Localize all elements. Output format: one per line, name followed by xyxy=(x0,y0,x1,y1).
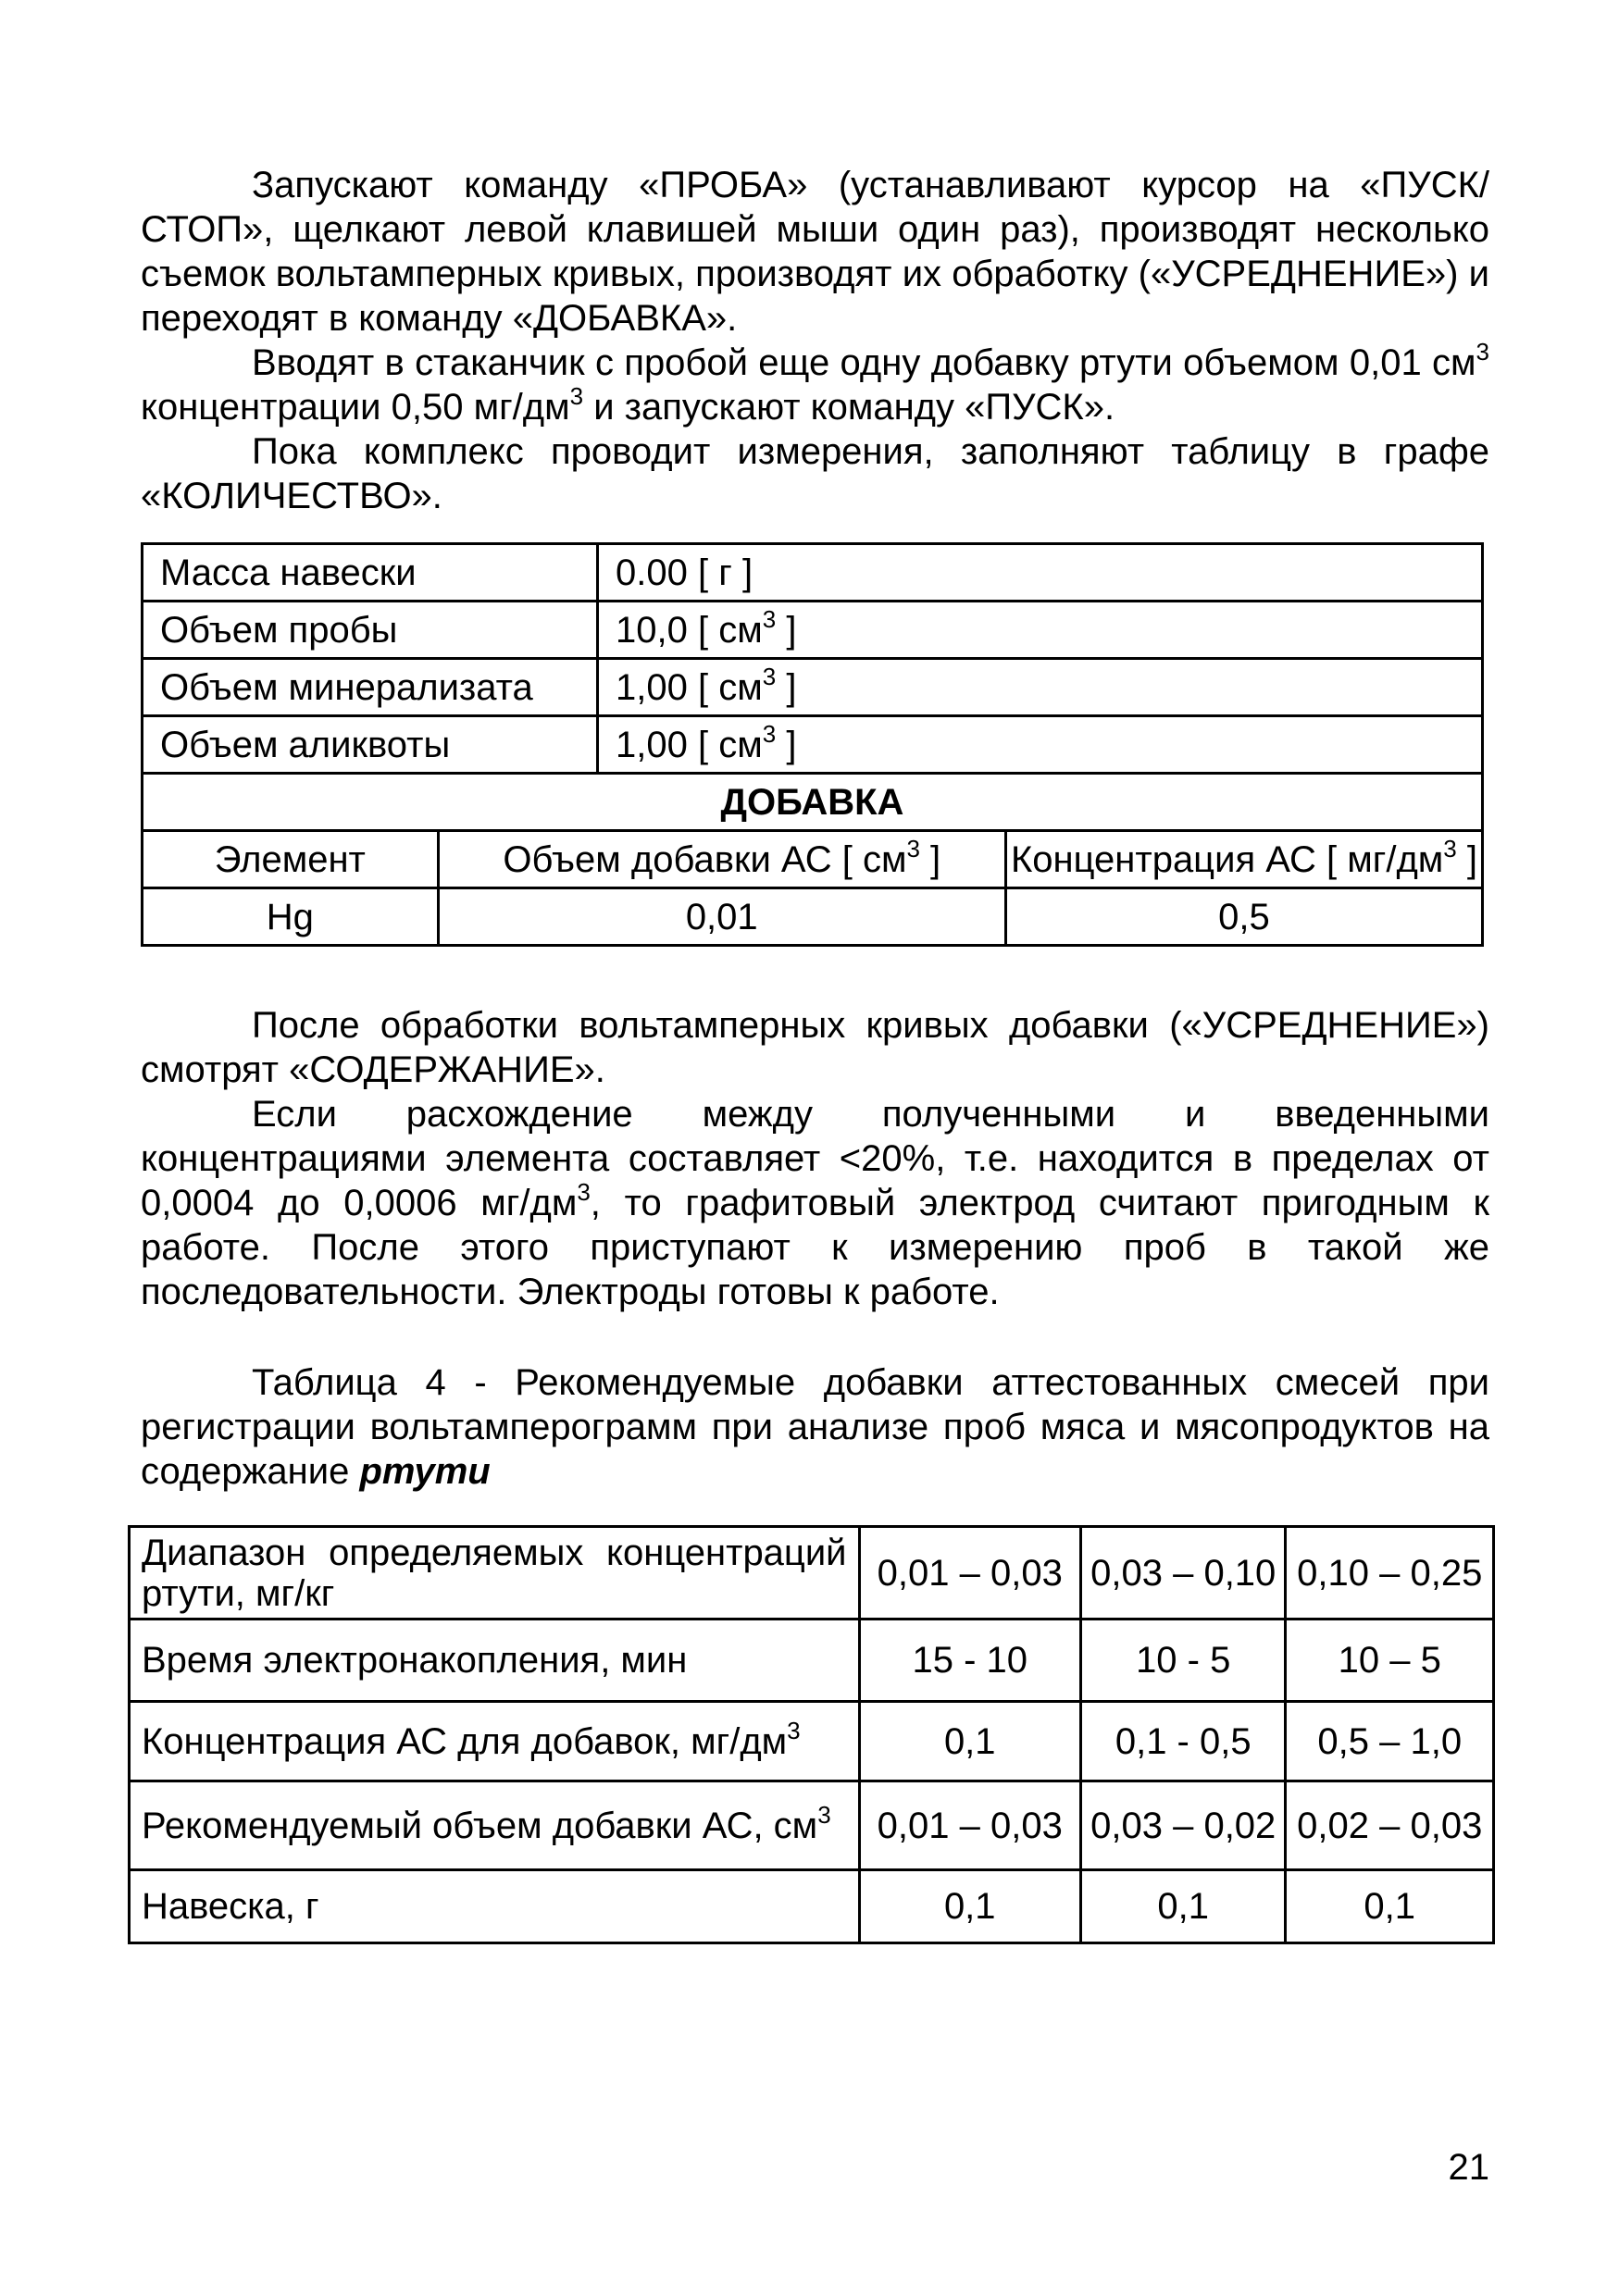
cell-value: 0,1 xyxy=(1080,1870,1286,1943)
paragraph-fill-table: Пока комплекс проводит измерения, заполняют таблицу в графе «КОЛИЧЕСТВО». xyxy=(141,431,1489,516)
row-label: Объем минерализата xyxy=(143,659,598,716)
paragraph-discrepancy: Если расхождение между полученными и введенными концентрациями элемента составляет <20%, т.е. находится в пределах от 0,0004 до 0,0006 $мг/дм^3$, то графитовый электрод считают пригодным к работе. После этого приступают к измерению проб в такой же последовательности. Электроды готовы к работе. xyxy=(141,1094,1489,1312)
row-label: Время электронакопления, мин xyxy=(130,1620,860,1702)
cell-value: 10 – 5 xyxy=(1286,1620,1494,1702)
middle-text xyxy=(141,1003,1489,1314)
cell-value: 0,1 - 0,5 xyxy=(1080,1702,1286,1781)
cell-volume: 0,01 xyxy=(438,888,1005,946)
table-row xyxy=(130,1781,1494,1870)
cell-value: 0,1 xyxy=(859,1870,1080,1943)
paragraph-proba: Запускают команду «ПРОБА» (устанавливают курсор на «ПУСК/СТОП», щелкают левой клавишей мыши один раз), производят несколько съемок вольтамперных кривых, производят их обработку («УСРЕДНЕНИЕ») и переходят в команду «ДОБАВКА». xyxy=(141,165,1489,339)
paragraph-after-processing: После обработки вольтамперных кривых добавки («УСРЕДНЕНИЕ») смотрят «СОДЕРЖАНИЕ». xyxy=(141,1005,1489,1090)
row-label: Масса навески xyxy=(143,544,598,602)
cell-value: 0,1 xyxy=(859,1702,1080,1781)
cell-value: 0,01 – 0,03 xyxy=(859,1781,1080,1870)
row-label: Рекомендуемый объем добавки АС, $см^3$ xyxy=(130,1781,860,1870)
cell-value: 15 - 10 xyxy=(859,1620,1080,1702)
cell-value: 0,1 xyxy=(1286,1870,1494,1943)
cell-value: 10 - 5 xyxy=(1080,1620,1286,1702)
cell-concentration: 0,5 xyxy=(1005,888,1482,946)
row-value: 10,0 [ $см^3$ ] xyxy=(598,602,1483,659)
cell-value: 0,03 – 0,10 xyxy=(1080,1527,1286,1620)
recommended-additions-table xyxy=(128,1525,1495,1944)
row-label: Диапазон определяемых концентраций ртути, мг/кг xyxy=(130,1527,860,1620)
cell-value: 0,01 – 0,03 xyxy=(859,1527,1080,1620)
table-caption: Таблица 4 - Рекомендуемые добавки аттестованных смесей при регистрации вольтамперограмм при анализе проб мяса и мясопродуктов на содержание ртути xyxy=(141,1362,1489,1492)
row-value: 1,00 [ $см^3$ ] xyxy=(598,659,1483,716)
row-label: Объем аликвоты xyxy=(143,716,598,774)
cell-value: 0,10 – 0,25 xyxy=(1286,1527,1494,1620)
table-row xyxy=(130,1870,1494,1943)
header-row xyxy=(143,831,1483,888)
table-row xyxy=(130,1702,1494,1781)
table-row xyxy=(143,888,1483,946)
cell-value: 0,03 – 0,02 xyxy=(1080,1781,1286,1870)
section-row xyxy=(143,774,1483,831)
table-row xyxy=(130,1620,1494,1702)
cell-element: Hg xyxy=(143,888,439,946)
row-value: 1,00 [ $см^3$ ] xyxy=(598,716,1483,774)
header-concentration: Концентрация АС [ $мг/дм^3$ ] xyxy=(1005,831,1482,888)
quantity-table xyxy=(141,542,1484,947)
table-row xyxy=(143,602,1483,659)
header-element: Элемент xyxy=(143,831,439,888)
row-value: 0.00 [ г ] xyxy=(598,544,1483,602)
section-title-dobavka: ДОБАВКА xyxy=(143,774,1483,831)
table-row xyxy=(143,544,1483,602)
row-label: Концентрация АС для добавок, $мг/дм^3$ xyxy=(130,1702,860,1781)
paragraph-add-mercury: Вводят в стаканчик с пробой еще одну добавку ртути объемом 0,01 $см^3$ концентрации 0,50 $мг/дм^3$ и запускают команду «ПУСК». xyxy=(141,338,1489,428)
caption-emphasis: ртути xyxy=(359,1451,491,1492)
cell-value: 0,5 – 1,0 xyxy=(1286,1702,1494,1781)
table-row xyxy=(143,716,1483,774)
cell-value: 0,02 – 0,03 xyxy=(1286,1781,1494,1870)
intro-text xyxy=(141,163,1489,518)
table-row xyxy=(143,659,1483,716)
table-row xyxy=(130,1527,1494,1620)
row-label: Объем пробы xyxy=(143,602,598,659)
header-volume: Объем добавки АС [ $см^3$ ] xyxy=(438,831,1005,888)
page-number: 21 xyxy=(1448,2147,1489,2188)
row-label: Навеска, г xyxy=(130,1870,860,1943)
